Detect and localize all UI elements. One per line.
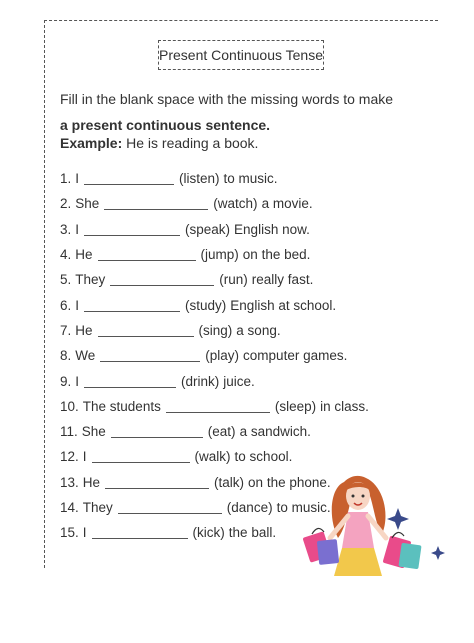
item-verb-hint: (jump)	[200, 247, 239, 263]
item-subject: I	[75, 297, 80, 313]
instruction-line-2: a present continuous sentence.	[60, 117, 271, 133]
item-rest: juice.	[223, 373, 255, 389]
item-verb-hint: (study)	[185, 297, 227, 313]
answer-blank[interactable]	[92, 526, 188, 539]
item-number: 12.	[60, 449, 79, 465]
item-number: 8.	[60, 348, 72, 364]
item-verb-hint: (drink)	[181, 373, 220, 389]
item-subject: She	[75, 196, 100, 212]
answer-blank[interactable]	[118, 501, 222, 514]
answer-blank[interactable]	[105, 476, 209, 489]
item-number: 15.	[60, 525, 79, 541]
item-subject: I	[82, 449, 87, 465]
item-number: 11.	[60, 424, 78, 440]
item-number: 7.	[60, 322, 72, 338]
item-rest: a song.	[236, 322, 281, 338]
item-subject: The students	[82, 398, 161, 414]
exercise-row	[60, 242, 440, 267]
exercise-row	[60, 343, 440, 368]
exercise-row	[60, 217, 440, 242]
item-verb-hint: (walk)	[194, 449, 231, 465]
item-number: 9.	[60, 373, 72, 389]
answer-blank[interactable]	[84, 223, 180, 236]
title-text: Present Continuous Tense	[159, 47, 323, 63]
answer-blank[interactable]	[92, 450, 190, 463]
exercise-row	[60, 419, 440, 444]
answer-blank[interactable]	[98, 248, 196, 261]
exercise-row	[60, 267, 440, 292]
answer-blank[interactable]	[98, 324, 194, 337]
dashed-frame-left	[44, 20, 45, 568]
item-verb-hint: (kick)	[192, 525, 225, 541]
item-rest: English now.	[234, 221, 310, 237]
dashed-frame-top	[44, 20, 438, 21]
item-subject: I	[82, 525, 87, 541]
item-rest: to school.	[234, 449, 293, 465]
item-subject: He	[75, 247, 93, 263]
item-rest: to music.	[276, 500, 331, 515]
item-number: 4.	[60, 247, 72, 263]
item-rest: on the bed.	[242, 247, 311, 263]
example-label: Example:	[60, 135, 123, 151]
example-sentence: He is reading a book.	[122, 135, 259, 151]
answer-blank[interactable]	[84, 375, 176, 388]
exercise-row	[60, 166, 440, 191]
item-number: 3.	[60, 221, 72, 237]
instruction-line-1: Fill in the blank space with the missing words to make	[60, 91, 394, 107]
item-rest: on the phone.	[248, 474, 331, 490]
item-verb-hint: (watch)	[213, 196, 258, 212]
item-subject: She	[81, 424, 106, 440]
item-number: 10.	[60, 398, 79, 414]
item-subject: He	[75, 322, 93, 338]
item-rest: a movie.	[261, 196, 313, 212]
item-rest: to music.	[223, 171, 278, 187]
exercise-row	[60, 191, 440, 216]
item-number: 6.	[60, 297, 72, 313]
exercise-row	[60, 368, 440, 393]
item-verb-hint: (talk)	[214, 474, 245, 490]
item-rest: computer games.	[243, 348, 348, 364]
exercise-row	[60, 318, 440, 343]
item-subject: I	[75, 171, 80, 187]
answer-blank[interactable]	[104, 197, 208, 210]
exercise-row	[60, 292, 440, 317]
instructions	[60, 86, 420, 138]
item-verb-hint: (listen)	[179, 171, 220, 187]
item-number: 5.	[60, 272, 72, 288]
item-subject: He	[82, 474, 101, 490]
item-subject: I	[75, 373, 80, 389]
exercise-row	[60, 444, 440, 469]
item-rest: the ball.	[228, 525, 277, 541]
answer-blank[interactable]	[111, 425, 203, 438]
exercise-row	[60, 394, 440, 419]
item-rest: English at school.	[230, 297, 337, 313]
item-number: 14.	[60, 500, 79, 515]
item-rest: really fast.	[251, 272, 314, 288]
item-verb-hint: (sleep)	[274, 398, 317, 414]
answer-blank[interactable]	[84, 172, 174, 185]
item-verb-hint: (eat)	[207, 424, 236, 440]
item-verb-hint: (play)	[205, 348, 240, 364]
item-rest: a sandwich.	[239, 424, 311, 440]
answer-blank[interactable]	[84, 299, 180, 312]
item-subject: They	[82, 500, 113, 515]
worksheet-title	[158, 40, 324, 70]
example	[60, 135, 258, 151]
item-subject: I	[75, 221, 80, 237]
item-rest: in class.	[320, 398, 369, 414]
answer-blank[interactable]	[110, 273, 214, 286]
item-verb-hint: (run)	[219, 272, 248, 288]
item-verb-hint: (sing)	[198, 322, 233, 338]
item-verb-hint: (dance)	[226, 500, 273, 515]
item-subject: We	[75, 348, 96, 364]
item-number: 13.	[60, 474, 79, 490]
shopping-girl-illustration	[300, 468, 450, 576]
item-number: 1.	[60, 171, 72, 187]
answer-blank[interactable]	[100, 349, 200, 362]
item-subject: They	[75, 272, 106, 288]
item-number: 2.	[60, 196, 72, 212]
answer-blank[interactable]	[166, 400, 270, 413]
item-verb-hint: (speak)	[185, 221, 231, 237]
